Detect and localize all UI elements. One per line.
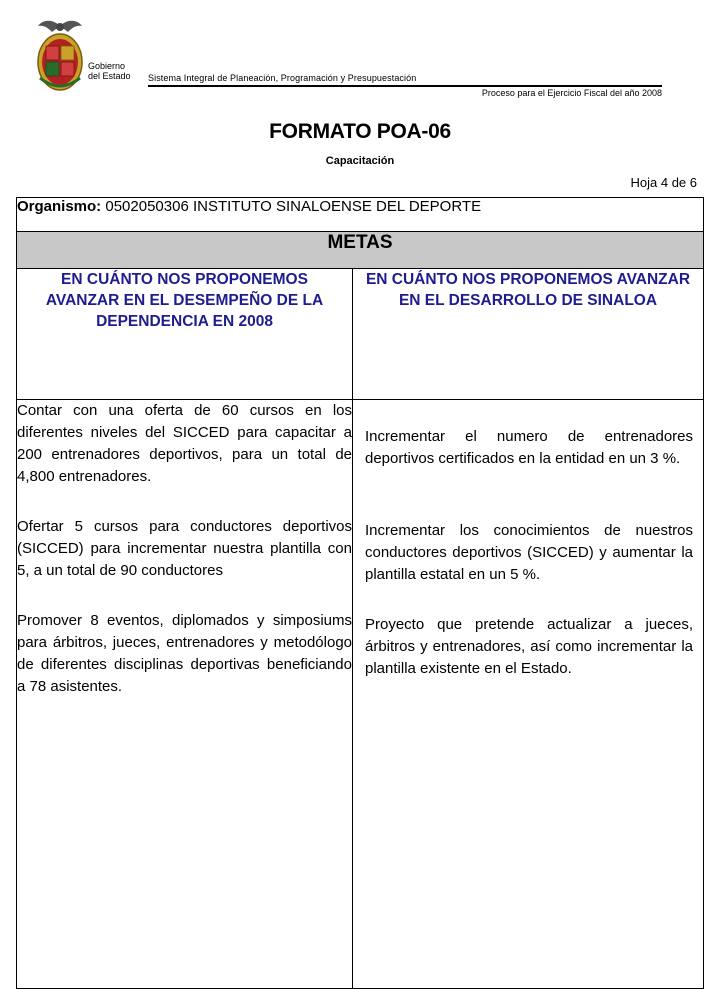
left-item: Contar con una oferta de 60 cursos en los diferentes niveles del SICCED para capacitar a 200 entrenadores deportivos, para un total de 4,800 entrenadores. bbox=[17, 402, 352, 485]
government-label bbox=[88, 61, 131, 81]
metas-table bbox=[16, 197, 704, 989]
gov-line-1: Gobierno bbox=[88, 61, 126, 71]
left-item: Ofertar 5 cursos para conductores deportivos (SICCED) para incrementar nuestra plantilla con 5, a un total de 90 conductores bbox=[17, 518, 352, 579]
col-right-header: EN CUÁNTO NOS PROPONEMOS AVANZAR EN EL DESARROLLO DE SINALOA bbox=[353, 269, 704, 400]
organismo-cell bbox=[17, 198, 704, 232]
organismo-value: 0502050306 INSTITUTO SINALOENSE DEL DEPORTE bbox=[105, 198, 482, 215]
sheet-number: Hoja 4 de 6 bbox=[630, 175, 697, 190]
right-item: Incrementar los conocimientos de nuestros conductores deportivos (SICCED) y aumentar la plantilla estatal en un 5 %. bbox=[365, 522, 694, 583]
content-row bbox=[17, 400, 704, 989]
left-item: Promover 8 eventos, diplomados y simposiums para árbitros, jueces, entrenadores y metodólogo de diferentes disciplinas deportivas beneficiando a 78 asistentes. bbox=[17, 612, 352, 695]
metas-title: METAS bbox=[17, 232, 704, 269]
right-content-cell bbox=[353, 400, 704, 989]
right-item: Proyecto que pretende actualizar a jueces, árbitros y entrenadores, así como incrementar la plantilla existente en el Estado. bbox=[365, 616, 694, 677]
gov-line-2: del Estado bbox=[88, 71, 131, 81]
state-coat-of-arms-icon bbox=[34, 16, 86, 96]
metas-row bbox=[17, 232, 704, 269]
left-content-cell bbox=[17, 400, 353, 989]
system-title: Sistema Integral de Planeación, Programación y Presupuestación bbox=[148, 73, 417, 83]
column-header-row bbox=[17, 269, 704, 400]
form-title: FORMATO POA-06 bbox=[269, 120, 451, 143]
header-divider bbox=[148, 85, 662, 87]
organismo-row bbox=[17, 198, 704, 232]
organismo-label: Organismo: bbox=[17, 198, 102, 215]
right-item: Incrementar el numero de entrenadores deportivos certificados en la entidad en un 3 %. bbox=[365, 428, 694, 467]
process-title: Proceso para el Ejercicio Fiscal del año 2008 bbox=[481, 88, 662, 98]
form-subtitle: Capacitación bbox=[325, 155, 395, 167]
col-left-header: EN CUÁNTO NOS PROPONEMOS AVANZAR EN EL DESEMPEÑO DE LA DEPENDENCIA EN 2008 bbox=[17, 269, 353, 400]
